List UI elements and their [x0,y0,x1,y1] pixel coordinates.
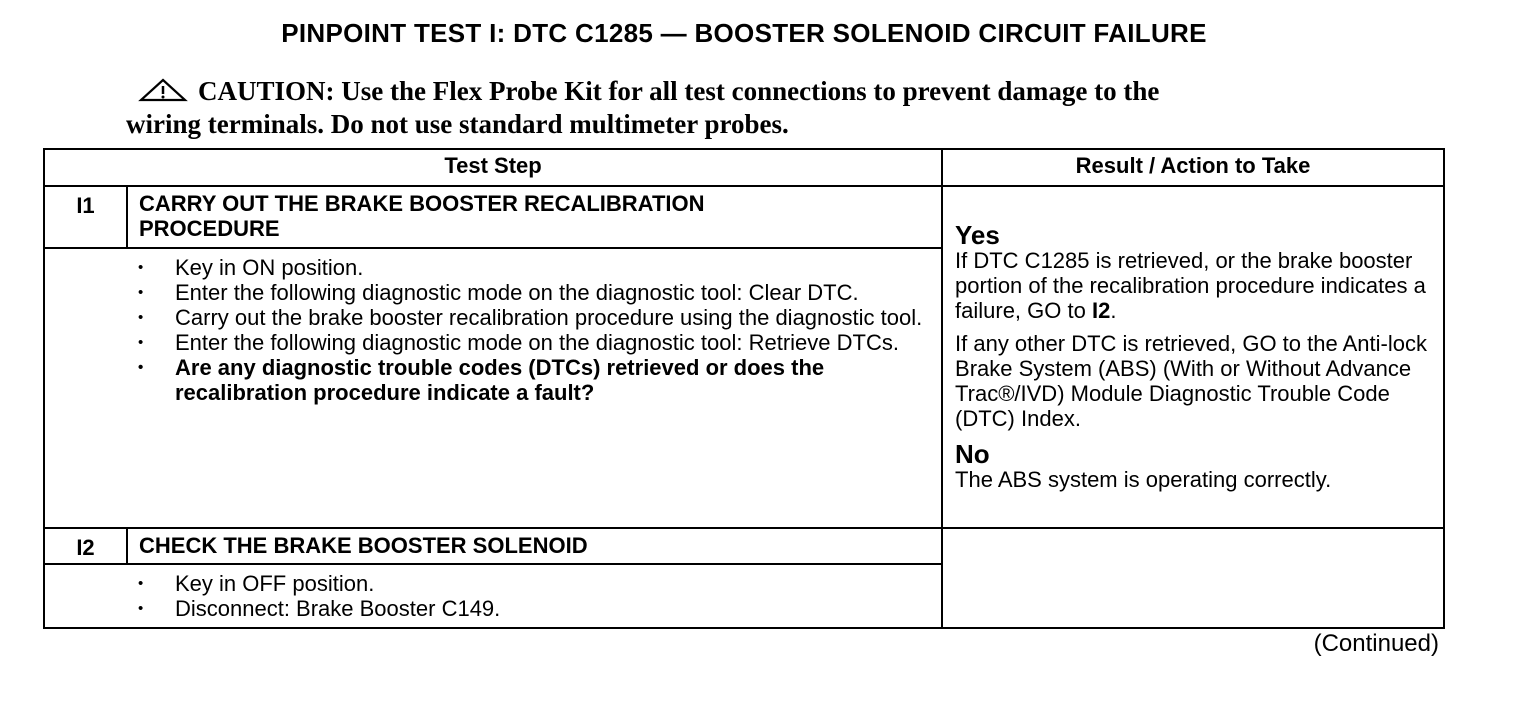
result-yes-text-1-body: If DTC C1285 is retrieved, or the brake booster portion of the recalibration procedure indicates a failure, GO to [955,248,1426,323]
step-heading-i1 [127,186,942,248]
step-heading-i2: CHECK THE BRAKE BOOSTER SOLENOID [127,528,942,564]
result-yes-text-1: If DTC C1285 is retrieved, or the brake booster portion of the recalibration procedure indicates a failure, GO to I2. [955,248,1426,323]
result-yes-goto-link[interactable]: I2 [1091,298,1111,323]
step-heading-row-i2 [44,528,1444,564]
table-header-row [44,149,1444,186]
step-heading-i1-line-2: PROCEDURE [139,216,280,241]
list-item: • Disconnect: Brake Booster C149. [138,596,931,621]
list-item: • Enter the following diagnostic mode on the diagnostic tool: Clear DTC. [138,280,931,305]
bullet-list-i2 [138,571,931,621]
pinpoint-test-table [43,148,1445,629]
caution-text-line-1: CAUTION: Use the Flex Probe Kit for all test connections to prevent damage to the [198,76,1160,106]
list-item-question: • Are any diagnostic trouble codes (DTCs) retrieved or does the recalibration procedure indicate a fault? [138,355,931,405]
list-item: • Enter the following diagnostic mode on the diagnostic tool: Retrieve DTCs. [138,330,931,355]
result-cell-i1 [942,186,1444,528]
result-no-text: The ABS system is operating correctly. [955,467,1332,492]
page-title: PINPOINT TEST I: DTC C1285 — BOOSTER SOLENOID CIRCUIT FAILURE [281,18,1207,48]
warning-triangle-icon [138,78,188,109]
header-test-step: Test Step [44,149,942,186]
bullet-list-i1 [138,255,931,405]
list-item: • Key in OFF position. [138,571,931,596]
result-cell-i2 [942,528,1444,628]
step-bullets-i2 [127,564,942,628]
step-number-i2: I2 [44,528,127,564]
result-yes-text-2: If any other DTC is retrieved, GO to the Anti-lock Brake System (ABS) (With or Without Advance Trac®/IVD) Module Diagnostic Trouble Code (DTC) Index. [955,331,1427,431]
caution-notice [126,76,1386,140]
step-number-spacer-i2 [44,564,127,628]
caution-line-1 [126,76,1386,109]
step-number-i1: I1 [44,186,127,248]
result-no-label: No [955,439,990,469]
list-item: • Key in ON position. [138,255,931,280]
step-number-spacer-i1 [44,248,127,528]
step-heading-i1-line-1: CARRY OUT THE BRAKE BOOSTER RECALIBRATION [139,191,705,216]
list-item: • Carry out the brake booster recalibration procedure using the diagnostic tool. [138,305,931,330]
continued-note: (Continued) [1313,630,1439,657]
step-heading-row-i1 [44,186,1444,248]
result-yes-label: Yes [955,220,1000,250]
header-result: Result / Action to Take [942,149,1444,186]
caution-text-line-2: wiring terminals. Do not use standard multimeter probes. [126,109,789,139]
step-bullets-i1 [127,248,942,528]
